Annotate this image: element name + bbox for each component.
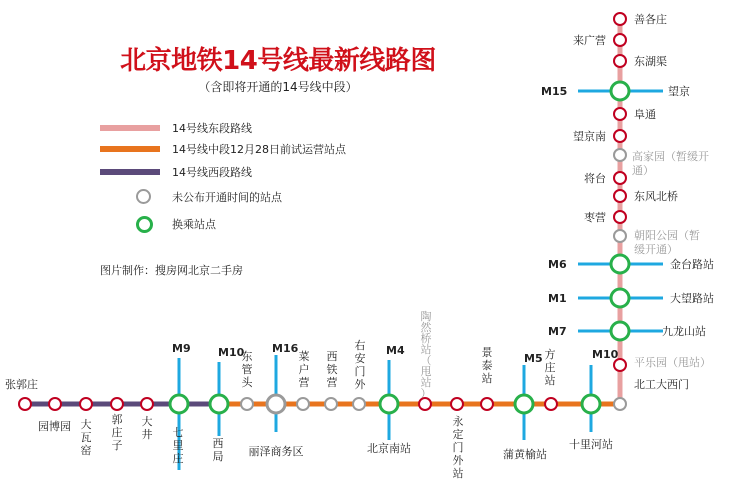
legend-item-east-line <box>100 118 400 138</box>
station-label: 右安门外 <box>354 339 366 391</box>
station-marker <box>582 395 600 413</box>
legend-label: 14号线西段路线 <box>172 166 252 179</box>
station-label: 平乐园（甩站） <box>634 356 711 369</box>
station-marker <box>614 130 626 142</box>
station-label: 大瓦窑 <box>80 418 92 457</box>
station-label: 东湖渠 <box>634 55 667 68</box>
station-marker <box>353 398 365 410</box>
station-label: 望京 <box>668 85 690 98</box>
map-subtitle: （含即将开通的14号线中段） <box>198 80 358 94</box>
station-label: 将台 <box>584 172 606 185</box>
transfer-line-label: M9 <box>172 342 191 355</box>
station-marker <box>210 395 228 413</box>
station-marker <box>611 255 629 273</box>
station-label: 缓开通） <box>634 243 678 256</box>
station-marker <box>614 108 626 120</box>
station-marker <box>614 149 626 161</box>
station-label: 郭庄子 <box>111 413 123 452</box>
station-marker <box>545 398 557 410</box>
station-label: 东风北桥 <box>634 190 678 203</box>
transfer-line-label: M7 <box>548 325 567 338</box>
station-label: 西局 <box>212 437 224 463</box>
station-label: 北京南站 <box>367 442 411 455</box>
map-title: 北京地铁14号线最新线路图 <box>120 46 436 76</box>
station-label: 西铁营 <box>326 350 338 389</box>
station-marker <box>141 398 153 410</box>
station-label: 园博园 <box>38 420 71 433</box>
legend-item-unannounced-station <box>100 187 400 207</box>
station-marker <box>614 230 626 242</box>
station-label: 陶然桥站（甩站） <box>420 310 432 400</box>
station-marker <box>611 289 629 307</box>
station-label: 金台路站 <box>670 258 714 271</box>
station-marker <box>611 82 629 100</box>
legend-swatch <box>136 189 151 204</box>
image-credit: 图片制作：搜房网北京二手房 <box>100 264 243 277</box>
station-label: 朝阳公园（暂 <box>634 229 700 242</box>
legend-label: 14号线东段路线 <box>172 122 252 135</box>
station-label: 善各庄 <box>634 13 667 26</box>
station-label: 大井 <box>141 415 153 441</box>
station-label: 蒲黄榆站 <box>503 448 547 461</box>
station-marker <box>481 398 493 410</box>
station-label: 枣营 <box>584 211 606 224</box>
station-label: 景泰站 <box>481 346 493 385</box>
station-marker <box>614 55 626 67</box>
station-marker <box>19 398 31 410</box>
legend-swatch <box>100 169 160 175</box>
station-marker <box>297 398 309 410</box>
station-label: 七里庄 <box>172 426 184 465</box>
legend-swatch <box>136 216 153 233</box>
station-marker <box>614 172 626 184</box>
station-label: 望京南 <box>573 130 606 143</box>
transfer-line-label: M1 <box>548 292 567 305</box>
station-marker <box>170 395 188 413</box>
station-marker <box>380 395 398 413</box>
legend-item-middle-line <box>100 139 400 159</box>
station-marker <box>614 190 626 202</box>
station-label: 东管头 <box>241 350 253 389</box>
transfer-line-label: M10 <box>592 348 619 361</box>
station-marker <box>614 34 626 46</box>
station-label: 北工大西门 <box>634 378 689 391</box>
station-label: 丽泽商务区 <box>248 445 304 458</box>
station-marker <box>111 398 123 410</box>
legend-label: 14号线中段12月28日前试运营站点 <box>172 143 346 156</box>
station-label: 菜户营 <box>298 350 310 389</box>
station-label: 来广营 <box>573 34 606 47</box>
legend-swatch <box>100 146 160 152</box>
station-label: 高家园（暂缓开 <box>632 150 709 163</box>
station-marker <box>241 398 253 410</box>
station-marker <box>614 398 626 410</box>
transfer-line-label: M15 <box>541 85 568 98</box>
legend-item-transfer-station <box>100 214 400 234</box>
transfer-line-label: M10 <box>218 346 245 359</box>
station-marker <box>614 13 626 25</box>
station-label: 九龙山站 <box>662 325 706 338</box>
transfer-line-label: M16 <box>272 342 299 355</box>
station-label: 十里河站 <box>569 438 613 451</box>
station-marker <box>80 398 92 410</box>
transfer-line-label: M5 <box>524 352 543 365</box>
station-marker <box>267 395 285 413</box>
station-marker <box>611 322 629 340</box>
transfer-line-label: M6 <box>548 258 567 271</box>
station-label: 方庄站 <box>544 348 556 387</box>
station-marker <box>451 398 463 410</box>
legend-item-west-line <box>100 162 400 182</box>
station-label: 张郭庄 <box>5 378 38 391</box>
station-label: 永定门外站 <box>452 415 464 480</box>
station-marker <box>325 398 337 410</box>
station-label: 阜通 <box>634 108 656 121</box>
legend-label: 未公布开通时间的站点 <box>172 191 282 204</box>
legend-swatch <box>100 125 160 131</box>
station-label: 通） <box>632 164 654 177</box>
station-marker <box>49 398 61 410</box>
transfer-line-label: M4 <box>386 344 405 357</box>
legend-label: 换乘站点 <box>172 218 216 231</box>
station-label: 大望路站 <box>670 292 714 305</box>
station-marker <box>515 395 533 413</box>
station-marker <box>614 211 626 223</box>
